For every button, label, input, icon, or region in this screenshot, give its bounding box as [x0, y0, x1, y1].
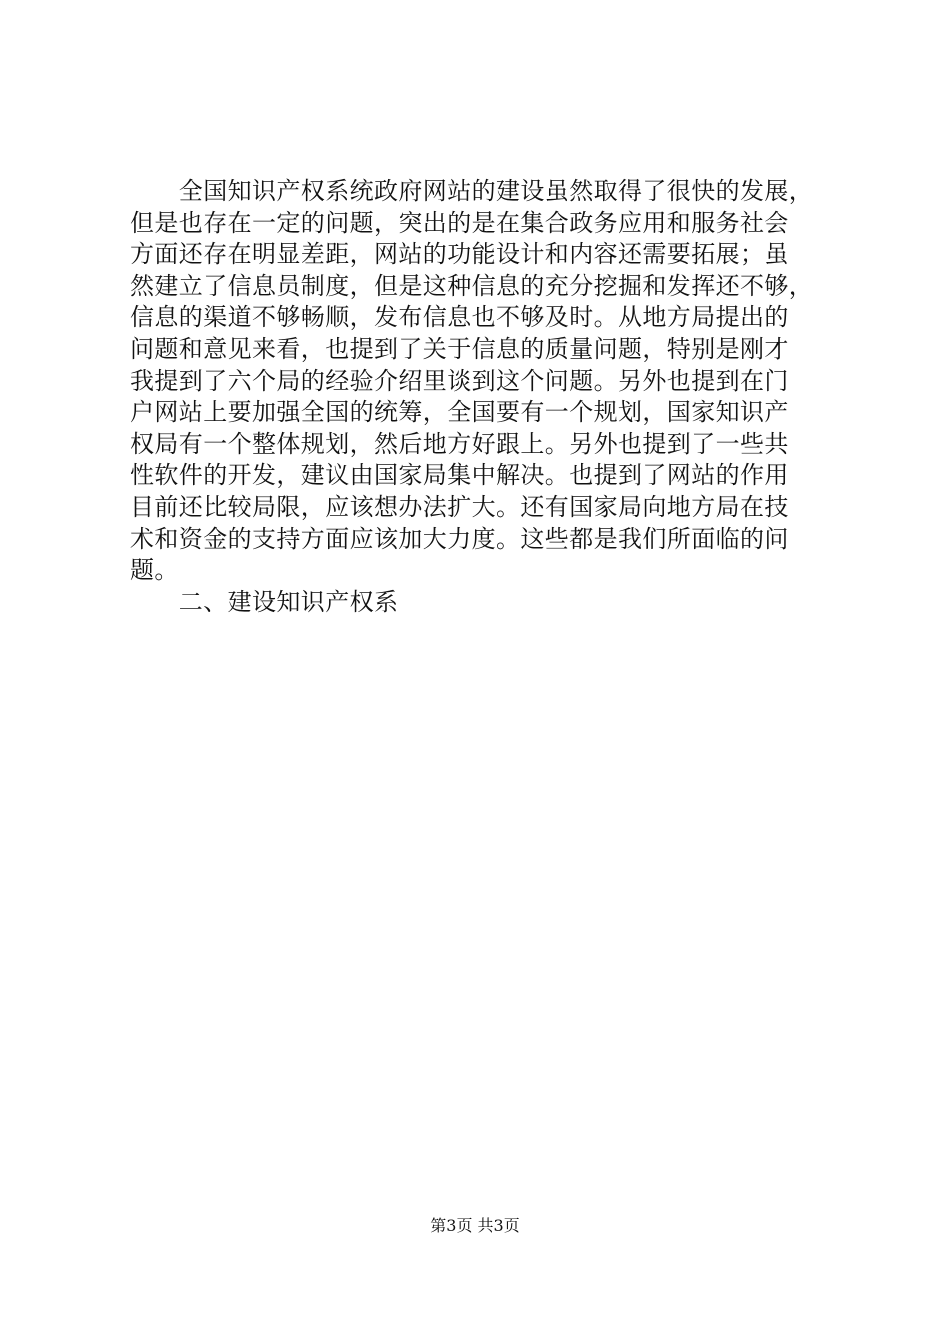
body-paragraph — [130, 176, 830, 618]
paragraph-line: 问题和意见来看，也提到了关于信息的质量问题，特别是刚才 — [130, 334, 789, 363]
paragraph-line: 信息的渠道不够畅顺，发布信息也不够及时。从地方局提出的 — [130, 303, 789, 332]
paragraph-line: 方面还存在明显差距，网站的功能设计和内容还需要拓展；虽 — [130, 240, 789, 269]
paragraph-line: 然建立了信息员制度，但是这种信息的充分挖掘和发挥还不够， — [130, 271, 814, 300]
paragraph-line: 目前还比较局限，应该想办法扩大。还有国家局向地方局在技 — [130, 492, 789, 521]
paragraph-line: 权局有一个整体规划，然后地方好跟上。另外也提到了一些共 — [130, 429, 789, 458]
paragraph-line: 性软件的开发，建议由国家局集中解决。也提到了网站的作用 — [130, 461, 789, 490]
page-footer: 第3页 共3页 — [430, 1216, 520, 1235]
paragraph-line: 户网站上要加强全国的统筹，全国要有一个规划，国家知识产 — [130, 398, 789, 427]
paragraph-line: 题。 — [130, 556, 179, 585]
paragraph-line: 我提到了六个局的经验介绍里谈到这个问题。另外也提到在门 — [130, 366, 789, 395]
paragraph-line: 术和资金的支持方面应该加大力度。这些都是我们所面临的问 — [130, 524, 789, 553]
section-heading: 二、建设知识产权系 — [130, 587, 399, 616]
paragraph-line: 但是也存在一定的问题，突出的是在集合政务应用和服务社会 — [130, 208, 789, 237]
paragraph-line: 全国知识产权系统政府网站的建设虽然取得了很快的发展， — [130, 177, 814, 205]
